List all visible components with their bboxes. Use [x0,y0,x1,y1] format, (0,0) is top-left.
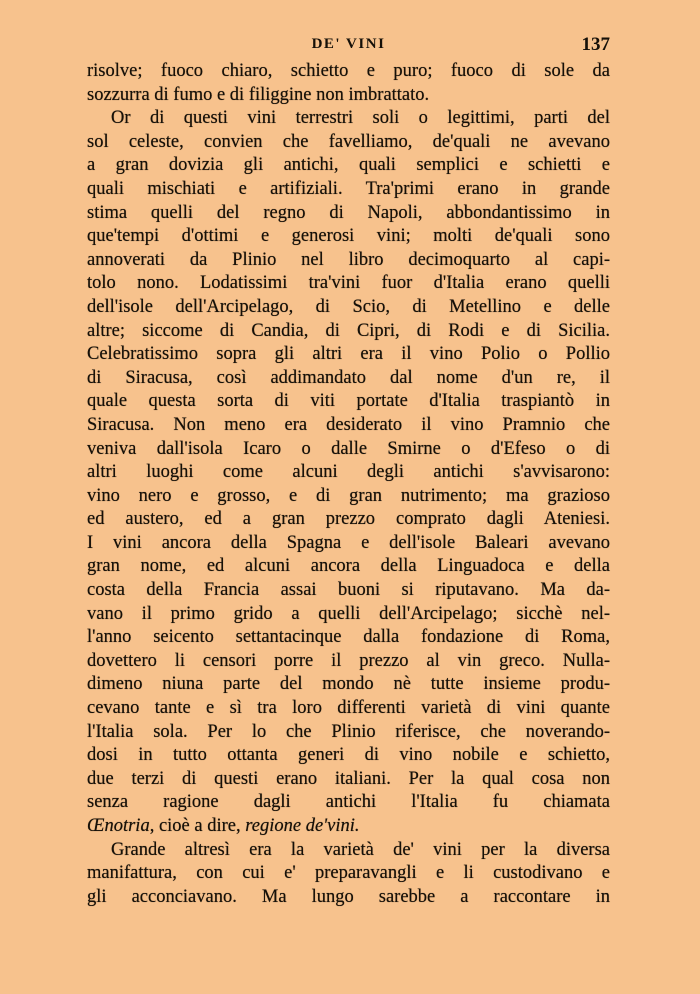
text-line: quali mischiati e artifiziali. Tra'primi erano in grande [87,178,610,199]
text-line: manifattura, con cui e' preparavangli e li custodivano e [87,863,610,884]
page-number: 137 [581,34,610,55]
text-line: altri luoghi come alcuni degli antichi s'avvisarono: [87,462,610,483]
text-line: l'Italia sola. Per lo che Plinio riferisce, che noverando- [87,721,610,742]
text-line: I vini ancora della Spagna e dell'isole Baleari avevano [87,532,610,553]
text-line: Siracusa. Non meno era desiderato il vino Pramnio che [87,414,610,435]
text-run: , cioè a dire, [149,816,246,836]
text-line: vino nero e grosso, e di gran nutrimento; ma grazioso [87,485,610,506]
paragraph-first-line: Grande altresì era la varietà de' vini per la diversa [111,839,610,860]
text-line: sozzurra di fumo e di filiggine non imbrattato. [87,84,430,105]
text-line: l'anno seicento settantacinque dalla fondazione di Roma, [87,627,610,648]
text-line: dimeno niuna parte del mondo nè tutte insieme produ- [87,674,610,695]
page-header [87,36,610,56]
text-line: gli acconciavano. Ma lungo sarebbe a raccontare in [87,886,610,907]
text-line: senza ragione dagli antichi l'Italia fu chiamata [87,792,610,813]
text-line [87,815,610,839]
text-line: gran nome, ed alcuni ancora della Linguadoca e della [87,556,610,577]
text-line: costa della Francia assai buoni si riputavano. Ma da- [87,580,610,601]
text-line: ed austero, ed a gran prezzo comprato dagli Ateniesi. [87,509,610,530]
text-line: dosi in tutto ottanta generi di vino nobile e schietto, [87,745,610,766]
text-line: cevano tante e sì tra loro differenti varietà di vini quante [87,698,610,719]
text-line: tolo nono. Lodatissimi tra'vini fuor d'Italia erano quelli [87,273,610,294]
text-line: dovettero li censori porre il prezzo al vin greco. Nulla- [87,650,610,671]
text-line: quale questa sorta di viti portate d'Italia traspiantò in [87,391,610,412]
text-line: a gran dovizia gli antichi, quali semplici e schietti e [87,155,610,176]
running-title: DE' VINI [311,36,386,52]
text-line: annoverati da Plinio nel libro decimoquarto al capi- [87,249,610,270]
text-line: due terzi di questi erano italiani. Per la qual cosa non [87,768,610,789]
text-line: dell'isole dell'Arcipelago, di Scio, di Metellino e delle [87,296,610,317]
text-line: veniva dall'isola Icaro o dalle Smirne o d'Efeso o di [87,438,610,459]
italic-phrase: regione de'vini. [245,816,360,836]
text-line: Celebratissimo sopra gli altri era il vino Polio o Pollio [87,344,610,365]
text-line: altre; siccome di Candia, di Cipri, di Rodi e di Sicilia. [87,320,610,341]
text-line: stima quelli del regno di Napoli, abbondantissimo in [87,202,610,223]
text-line: risolve; fuoco chiaro, schietto e puro; fuoco di sole da [87,61,610,81]
text-line: que'tempi d'ottimi e generosi vini; molti de'quali sono [87,226,610,247]
page-text [87,60,610,909]
text-line: sol celeste, convien che favelliamo, de'quali ne avevano [87,131,610,152]
text-line: di Siracusa, così addimandato dal nome d'un re, il [87,367,610,388]
italic-word-oenotria: Œnotria [87,816,150,836]
paragraph-first-line: Or di questi vini terrestri soli o legittimi, parti del [111,108,610,129]
text-line: vano il primo grido a quelli dell'Arcipelago; sicchè nel- [87,603,610,624]
